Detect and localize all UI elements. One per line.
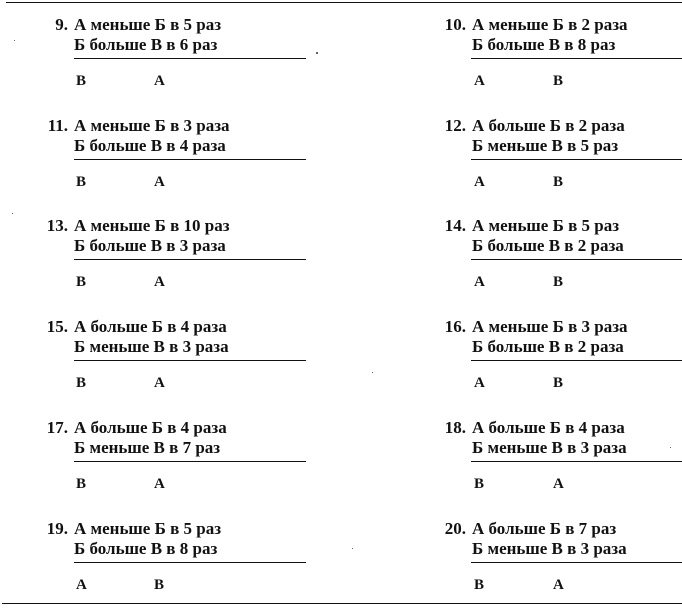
answer-divider [74, 461, 306, 462]
scan-speck [352, 548, 353, 549]
problem-line-2: Б меньше В в 7 раз [74, 438, 221, 457]
problem-17 [34, 418, 314, 508]
answer-divider [471, 159, 682, 160]
scan-speck [12, 213, 13, 214]
answer-divider [74, 259, 306, 260]
answer-second: А [154, 274, 165, 290]
problem-18 [434, 418, 682, 508]
problem-line-2: Б больше В в 4 раза [74, 136, 226, 155]
problem-line-2: Б меньше В в 5 раз [472, 136, 619, 155]
answer-first: А [76, 577, 87, 593]
answer-divider [74, 562, 306, 563]
problem-line-1: А больше Б в 4 раза [74, 418, 227, 437]
problem-line-2: Б больше В в 3 раза [74, 236, 226, 255]
problem-line-2: Б больше В в 8 раз [472, 35, 616, 54]
problem-line-1: А меньше Б в 3 раза [74, 116, 230, 135]
problem-line-1: А меньше Б в 5 раз [472, 216, 620, 235]
problem-line-1: А меньше Б в 3 раза [472, 317, 628, 336]
bottom-rule [2, 603, 682, 604]
answer-second: В [553, 174, 564, 190]
problem-line-1: А меньше Б в 10 раз [74, 216, 230, 235]
answer-divider [471, 58, 682, 59]
problem-number: 17. [46, 418, 68, 437]
problem-line-1: А меньше Б в 5 раз [74, 15, 222, 34]
answer-second: В [553, 73, 564, 89]
answer-divider [471, 461, 682, 462]
problem-line-2: Б меньше В в 3 раза [472, 539, 627, 558]
problem-14 [434, 216, 682, 306]
answer-first: В [76, 174, 87, 190]
answer-divider [471, 562, 682, 563]
top-rule [6, 2, 682, 3]
answer-first: В [76, 375, 87, 391]
answer-first: А [474, 375, 485, 391]
answer-second: А [154, 73, 165, 89]
answer-first: А [474, 174, 485, 190]
problem-line-1: А больше Б в 4 раза [472, 418, 625, 437]
problem-number: 9. [55, 15, 68, 34]
problem-9 [34, 15, 314, 105]
problem-16 [434, 317, 682, 407]
answer-divider [74, 159, 306, 160]
problem-number: 13. [46, 216, 68, 235]
answer-divider [471, 360, 682, 361]
answer-second: А [154, 174, 165, 190]
scan-speck [14, 40, 15, 41]
problem-line-2: Б меньше В в 3 раза [74, 337, 229, 356]
problem-number: 14. [444, 216, 466, 235]
answer-second: В [553, 274, 564, 290]
answer-first: В [474, 476, 485, 492]
answer-second: А [154, 476, 165, 492]
answer-divider [74, 360, 306, 361]
problem-number: 20. [444, 519, 466, 538]
problem-line-1: А больше Б в 2 раза [472, 116, 625, 135]
answer-divider [471, 259, 682, 260]
problem-11 [34, 116, 314, 206]
problem-number: 11. [47, 116, 68, 135]
answer-second: В [154, 577, 165, 593]
problem-13 [34, 216, 314, 306]
problem-line-1: А больше Б в 4 раза [74, 317, 227, 336]
scan-speck [372, 372, 373, 373]
problem-line-2: Б больше В в 2 раза [472, 236, 624, 255]
scan-speck [316, 52, 318, 54]
answer-first: В [76, 274, 87, 290]
problem-number: 19. [46, 519, 68, 538]
problem-15 [34, 317, 314, 407]
problem-19 [34, 519, 314, 609]
answer-first: А [474, 274, 485, 290]
answer-second: А [553, 577, 564, 593]
problem-number: 18. [444, 418, 466, 437]
answer-first: В [474, 577, 485, 593]
answer-second: В [553, 375, 564, 391]
problem-line-1: А меньше Б в 5 раз [74, 519, 222, 538]
answer-first: В [76, 73, 87, 89]
problem-20 [434, 519, 682, 609]
answer-first: В [76, 476, 87, 492]
problem-number: 16. [444, 317, 466, 336]
problem-line-2: Б больше В в 8 раз [74, 539, 218, 558]
answer-first: А [474, 73, 485, 89]
problem-line-2: Б меньше В в 3 раза [472, 438, 627, 457]
problem-10 [434, 15, 682, 105]
problem-number: 15. [46, 317, 68, 336]
scan-speck [670, 447, 671, 448]
answer-second: А [553, 476, 564, 492]
problem-number: 12. [444, 116, 466, 135]
problem-line-2: Б больше В в 6 раз [74, 35, 218, 54]
answer-second: А [154, 375, 165, 391]
problem-line-2: Б больше В в 2 раза [472, 337, 624, 356]
problem-line-1: А больше Б в 7 раз [472, 519, 617, 538]
problem-12 [434, 116, 682, 206]
problem-line-1: А меньше Б в 2 раза [472, 15, 628, 34]
answer-divider [74, 58, 306, 59]
problem-number: 10. [444, 15, 466, 34]
